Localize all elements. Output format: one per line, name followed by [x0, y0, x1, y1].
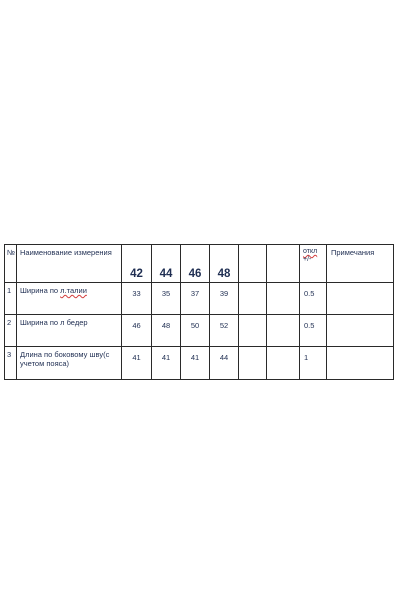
header-size-46: 46 [181, 245, 210, 283]
row-empty-2 [267, 347, 300, 380]
table-row [5, 347, 394, 380]
row-number: 1 [5, 283, 17, 315]
row-notes [327, 347, 394, 380]
table-header-row [5, 245, 394, 283]
header-size-44: 44 [152, 245, 181, 283]
header-empty-1 [239, 245, 267, 283]
size-spec-table [4, 244, 394, 380]
row-tolerance: 0.5 [300, 315, 327, 347]
header-measurement-name: Наименование измерения [17, 245, 122, 283]
row-tolerance: 1 [300, 347, 327, 380]
row-empty-1 [239, 315, 267, 347]
row-value-48: 52 [210, 315, 239, 347]
row-empty-1 [239, 283, 267, 315]
header-tolerance-label: откл [303, 248, 318, 255]
row-measurement-name [17, 315, 122, 347]
row-value-46: 41 [181, 347, 210, 380]
row-value-46: 37 [181, 283, 210, 315]
row-measurement-name [17, 283, 122, 315]
row-name-text: Длина по боковому шву(с учетом пояса) [20, 350, 110, 368]
row-measurement-name [17, 347, 122, 380]
row-name-text: Ширина по [20, 286, 61, 295]
row-value-42: 41 [122, 347, 152, 380]
row-value-46: 50 [181, 315, 210, 347]
row-number: 3 [5, 347, 17, 380]
row-number: 2 [5, 315, 17, 347]
row-value-44: 35 [152, 283, 181, 315]
row-value-42: 33 [122, 283, 152, 315]
row-empty-2 [267, 315, 300, 347]
row-notes [327, 315, 394, 347]
row-tolerance: 0.5 [300, 283, 327, 315]
row-value-48: 39 [210, 283, 239, 315]
row-name-text: Ширина по л бедер [20, 318, 88, 327]
row-value-44: 41 [152, 347, 181, 380]
header-number: № [5, 245, 17, 283]
row-value-42: 46 [122, 315, 152, 347]
header-tolerance [300, 245, 327, 283]
header-size-42: 42 [122, 245, 152, 283]
row-notes [327, 283, 394, 315]
header-notes: Примечания [327, 245, 394, 283]
row-empty-1 [239, 347, 267, 380]
row-value-44: 48 [152, 315, 181, 347]
header-size-48: 48 [210, 245, 239, 283]
row-empty-2 [267, 283, 300, 315]
row-value-48: 44 [210, 347, 239, 380]
row-name-abbrev: л.талии [60, 286, 87, 295]
header-empty-2 [267, 245, 300, 283]
header-tolerance-sign: +/- [303, 256, 312, 263]
table-row [5, 283, 394, 315]
table-row [5, 315, 394, 347]
